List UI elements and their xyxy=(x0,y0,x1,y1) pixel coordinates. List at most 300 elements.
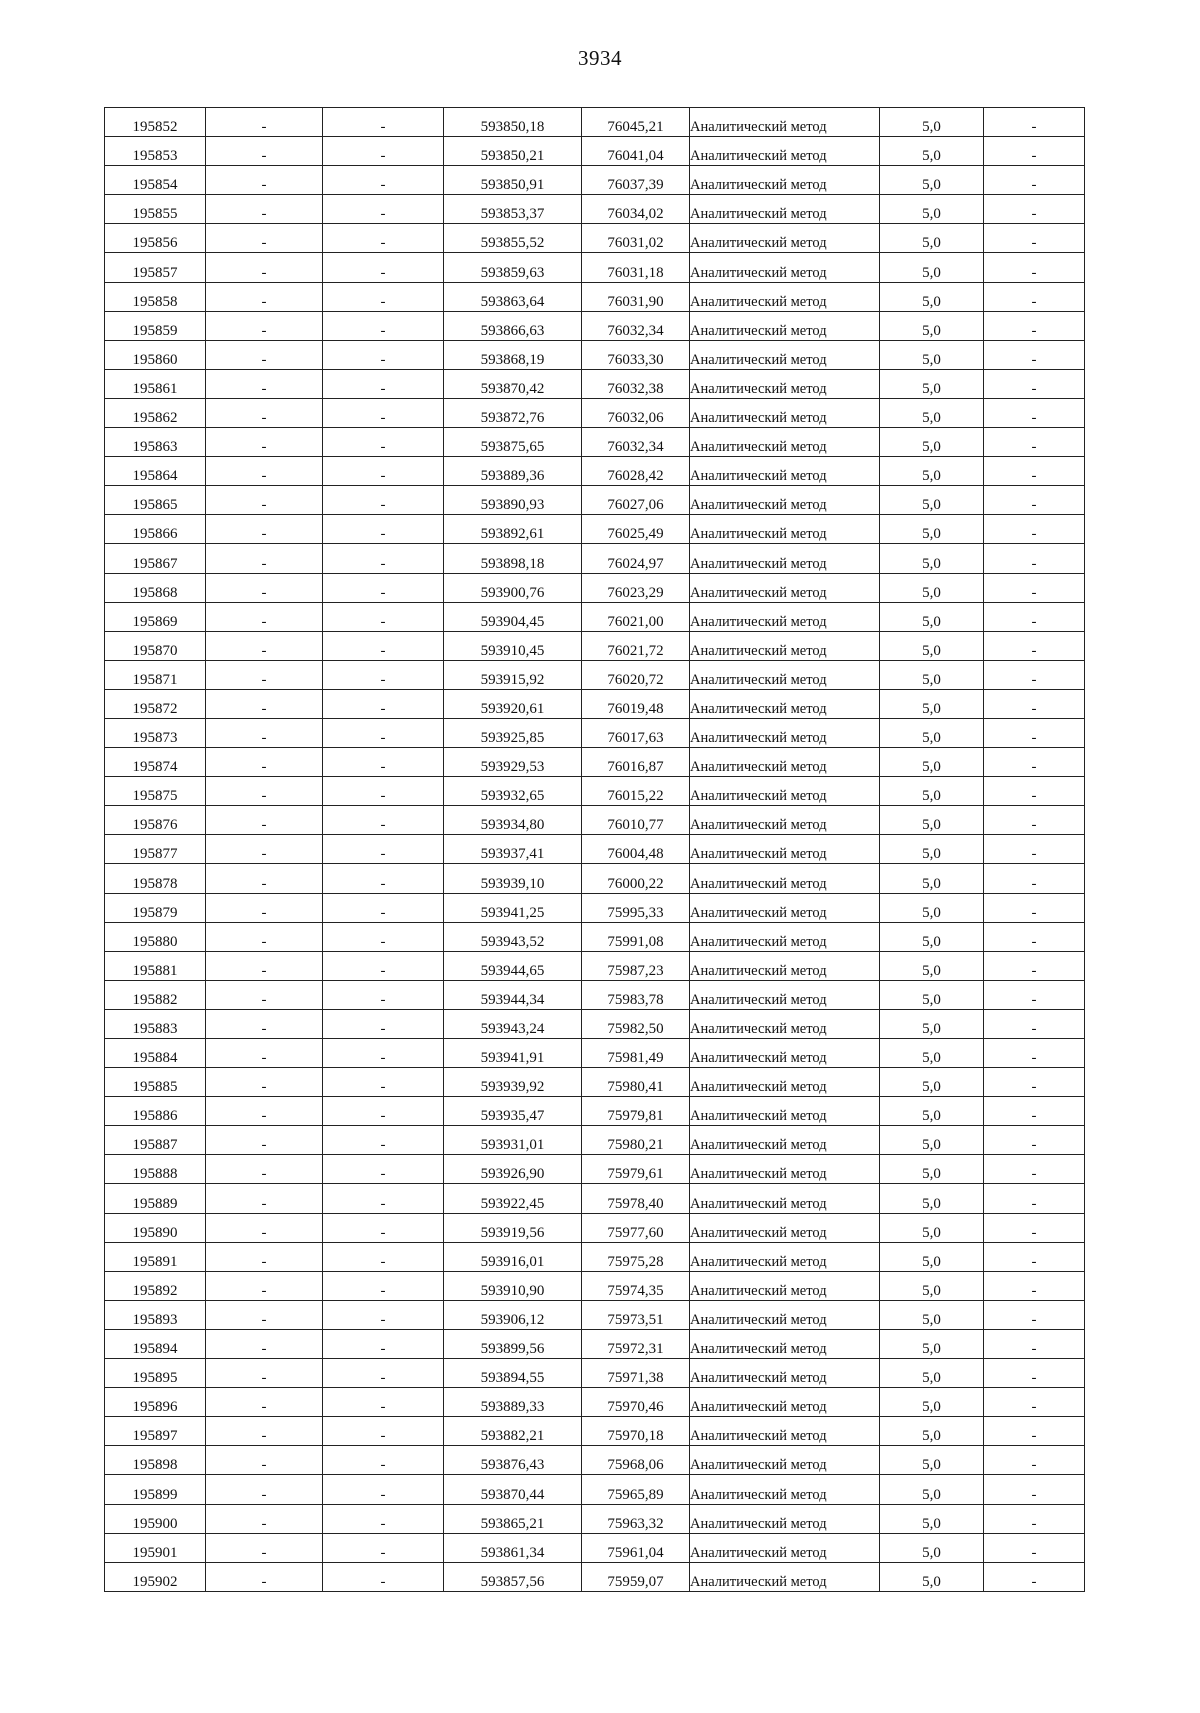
y-coordinate-cell xyxy=(582,1213,690,1242)
method-cell xyxy=(690,835,880,864)
accuracy-cell-text: 5,0 xyxy=(922,642,941,659)
y-coordinate-cell-text: 76031,18 xyxy=(607,264,664,281)
point-id-cell xyxy=(105,224,206,253)
accuracy-cell-text: 5,0 xyxy=(922,497,941,514)
method-cell-text: Аналитический метод xyxy=(690,1573,827,1590)
empty-value-cell xyxy=(984,166,1085,195)
x-coordinate-cell xyxy=(444,224,582,253)
y-coordinate-cell xyxy=(582,951,690,980)
empty-value-cell xyxy=(323,428,444,457)
empty-value-cell-text: - xyxy=(380,235,386,252)
empty-value-cell xyxy=(206,1068,323,1097)
method-cell-text: Аналитический метод xyxy=(690,177,827,194)
accuracy-cell xyxy=(880,777,984,806)
point-id-cell xyxy=(105,195,206,224)
x-coordinate-cell xyxy=(444,1271,582,1300)
accuracy-cell xyxy=(880,1300,984,1329)
empty-value-cell xyxy=(206,1329,323,1358)
empty-value-cell xyxy=(323,631,444,660)
y-coordinate-cell-text: 75983,78 xyxy=(607,991,664,1008)
point-id-cell xyxy=(105,1097,206,1126)
point-id-cell-text: 195886 xyxy=(132,1108,178,1125)
empty-value-cell-text: - xyxy=(1031,991,1037,1008)
empty-value-cell xyxy=(206,951,323,980)
x-coordinate-cell-text: 593853,37 xyxy=(480,206,545,223)
x-coordinate-cell-text: 593941,25 xyxy=(480,904,545,921)
empty-value-cell xyxy=(206,1213,323,1242)
empty-value-cell-text: - xyxy=(1031,1021,1037,1037)
accuracy-cell-text: 5,0 xyxy=(922,1050,941,1067)
accuracy-cell xyxy=(880,457,984,486)
point-id-cell-text: 195868 xyxy=(132,584,178,601)
x-coordinate-cell xyxy=(444,195,582,224)
point-id-cell-text: 195855 xyxy=(132,206,178,223)
empty-value-cell-text: - xyxy=(380,410,386,427)
point-id-cell-text: 195869 xyxy=(132,613,178,630)
method-cell-text: Аналитический метод xyxy=(690,1399,827,1416)
x-coordinate-cell xyxy=(444,166,582,195)
point-id-cell-text: 195901 xyxy=(132,1544,178,1561)
y-coordinate-cell xyxy=(582,631,690,660)
accuracy-cell-text: 5,0 xyxy=(922,1108,941,1125)
empty-value-cell xyxy=(206,1388,323,1417)
accuracy-cell-text: 5,0 xyxy=(922,119,941,136)
accuracy-cell-text: 5,0 xyxy=(922,410,941,427)
empty-value-cell-text: - xyxy=(380,1224,386,1241)
empty-value-cell-text: - xyxy=(261,1282,267,1299)
empty-value-cell xyxy=(206,1504,323,1533)
y-coordinate-cell-text: 75970,18 xyxy=(607,1428,664,1445)
y-coordinate-cell xyxy=(582,689,690,718)
method-cell-text: Аналитический метод xyxy=(690,1224,827,1241)
empty-value-cell xyxy=(323,1184,444,1213)
empty-value-cell xyxy=(984,108,1085,137)
y-coordinate-cell xyxy=(582,835,690,864)
x-coordinate-cell xyxy=(444,980,582,1009)
empty-value-cell-text: - xyxy=(1031,1253,1037,1270)
empty-value-cell-text: - xyxy=(261,439,267,456)
empty-value-cell xyxy=(323,166,444,195)
empty-value-cell-text: - xyxy=(380,380,386,397)
y-coordinate-cell xyxy=(582,1009,690,1038)
empty-value-cell xyxy=(323,1359,444,1388)
point-id-cell xyxy=(105,922,206,951)
empty-value-cell-text: - xyxy=(261,1515,267,1532)
y-coordinate-cell-text: 75991,08 xyxy=(607,933,664,950)
accuracy-cell xyxy=(880,922,984,951)
table-row xyxy=(105,1155,1085,1184)
empty-value-cell-text: - xyxy=(380,351,386,368)
empty-value-cell xyxy=(984,777,1085,806)
table-row xyxy=(105,1359,1085,1388)
empty-value-cell-text: - xyxy=(380,1050,386,1067)
empty-value-cell-text: - xyxy=(261,875,267,892)
table-row xyxy=(105,777,1085,806)
empty-value-cell xyxy=(206,1126,323,1155)
empty-value-cell xyxy=(984,1184,1085,1213)
accuracy-cell-text: 5,0 xyxy=(922,439,941,456)
method-cell xyxy=(690,1329,880,1358)
method-cell xyxy=(690,311,880,340)
point-id-cell-text: 195879 xyxy=(132,904,178,921)
empty-value-cell xyxy=(206,718,323,747)
empty-value-cell xyxy=(206,1417,323,1446)
x-coordinate-cell-text: 593890,93 xyxy=(480,497,545,514)
y-coordinate-cell xyxy=(582,195,690,224)
empty-value-cell-text: - xyxy=(1031,671,1037,688)
accuracy-cell xyxy=(880,1388,984,1417)
point-id-cell xyxy=(105,340,206,369)
point-id-cell-text: 195859 xyxy=(132,322,178,339)
method-cell-text: Аналитический метод xyxy=(690,497,827,514)
method-cell xyxy=(690,515,880,544)
x-coordinate-cell-text: 593855,52 xyxy=(480,235,545,252)
y-coordinate-cell xyxy=(582,486,690,515)
empty-value-cell-text: - xyxy=(1031,1515,1037,1532)
point-id-cell xyxy=(105,573,206,602)
empty-value-cell-text: - xyxy=(1031,468,1037,485)
method-cell xyxy=(690,922,880,951)
y-coordinate-cell-text: 75995,33 xyxy=(607,904,664,921)
empty-value-cell-text: - xyxy=(261,497,267,514)
empty-value-cell xyxy=(206,224,323,253)
table-row xyxy=(105,980,1085,1009)
x-coordinate-cell-text: 593850,91 xyxy=(480,177,545,194)
x-coordinate-cell-text: 593859,63 xyxy=(480,264,545,281)
accuracy-cell xyxy=(880,486,984,515)
y-coordinate-cell-text: 76031,02 xyxy=(607,235,664,252)
point-id-cell-text: 195858 xyxy=(132,293,178,310)
y-coordinate-cell-text: 75970,46 xyxy=(607,1399,664,1416)
table-row xyxy=(105,1329,1085,1358)
x-coordinate-cell-text: 593898,18 xyxy=(480,555,545,572)
empty-value-cell-text: - xyxy=(261,933,267,950)
point-id-cell-text: 195888 xyxy=(132,1166,178,1183)
empty-value-cell xyxy=(984,428,1085,457)
empty-value-cell-text: - xyxy=(380,1137,386,1154)
method-cell xyxy=(690,689,880,718)
empty-value-cell xyxy=(206,457,323,486)
empty-value-cell xyxy=(323,1475,444,1504)
point-id-cell-text: 195877 xyxy=(132,846,178,863)
point-id-cell xyxy=(105,1417,206,1446)
method-cell-text: Аналитический метод xyxy=(690,1370,827,1387)
x-coordinate-cell-text: 593899,56 xyxy=(480,1341,545,1358)
x-coordinate-cell xyxy=(444,515,582,544)
empty-value-cell-text: - xyxy=(261,1573,267,1590)
table-row xyxy=(105,369,1085,398)
empty-value-cell xyxy=(206,777,323,806)
point-id-cell xyxy=(105,1388,206,1417)
point-id-cell xyxy=(105,835,206,864)
empty-value-cell-text: - xyxy=(1031,1370,1037,1387)
x-coordinate-cell-text: 593944,65 xyxy=(480,962,545,979)
accuracy-cell xyxy=(880,951,984,980)
method-cell xyxy=(690,1388,880,1417)
empty-value-cell-text: - xyxy=(380,700,386,717)
empty-value-cell-text: - xyxy=(261,759,267,776)
method-cell-text: Аналитический метод xyxy=(690,875,827,892)
accuracy-cell-text: 5,0 xyxy=(922,962,941,979)
x-coordinate-cell xyxy=(444,1300,582,1329)
empty-value-cell-text: - xyxy=(1031,380,1037,397)
y-coordinate-cell xyxy=(582,428,690,457)
accuracy-cell-text: 5,0 xyxy=(922,468,941,485)
empty-value-cell xyxy=(984,864,1085,893)
empty-value-cell xyxy=(206,1242,323,1271)
method-cell-text: Аналитический метод xyxy=(690,1544,827,1561)
accuracy-cell xyxy=(880,1009,984,1038)
x-coordinate-cell xyxy=(444,137,582,166)
empty-value-cell-text: - xyxy=(380,555,386,572)
point-id-cell xyxy=(105,1155,206,1184)
empty-value-cell xyxy=(206,486,323,515)
method-cell-text: Аналитический метод xyxy=(690,410,827,427)
y-coordinate-cell-text: 76024,97 xyxy=(607,555,664,572)
x-coordinate-cell-text: 593861,34 xyxy=(480,1544,545,1561)
empty-value-cell-text: - xyxy=(261,526,267,543)
point-id-cell-text: 195889 xyxy=(132,1195,178,1212)
point-id-cell xyxy=(105,980,206,1009)
accuracy-cell xyxy=(880,253,984,282)
method-cell xyxy=(690,457,880,486)
empty-value-cell xyxy=(984,1271,1085,1300)
y-coordinate-cell-text: 76020,72 xyxy=(607,671,664,688)
empty-value-cell xyxy=(984,1097,1085,1126)
point-id-cell xyxy=(105,1329,206,1358)
y-coordinate-cell-text: 75978,40 xyxy=(607,1195,664,1212)
table-row xyxy=(105,108,1085,137)
x-coordinate-cell xyxy=(444,1242,582,1271)
method-cell xyxy=(690,1271,880,1300)
accuracy-cell-text: 5,0 xyxy=(922,1195,941,1212)
method-cell-text: Аналитический метод xyxy=(690,119,827,136)
empty-value-cell-text: - xyxy=(261,1341,267,1358)
empty-value-cell-text: - xyxy=(261,671,267,688)
point-id-cell xyxy=(105,864,206,893)
empty-value-cell-text: - xyxy=(1031,817,1037,834)
table-row xyxy=(105,515,1085,544)
x-coordinate-cell-text: 593915,92 xyxy=(480,671,545,688)
y-coordinate-cell-text: 75980,21 xyxy=(607,1137,664,1154)
method-cell-text: Аналитический метод xyxy=(690,584,827,601)
table-row xyxy=(105,137,1085,166)
empty-value-cell-text: - xyxy=(1031,730,1037,747)
y-coordinate-cell xyxy=(582,1068,690,1097)
empty-value-cell-text: - xyxy=(261,962,267,979)
accuracy-cell xyxy=(880,195,984,224)
empty-value-cell xyxy=(323,108,444,137)
x-coordinate-cell-text: 593894,55 xyxy=(480,1370,545,1387)
point-id-cell xyxy=(105,1271,206,1300)
empty-value-cell-text: - xyxy=(261,119,267,136)
x-coordinate-cell xyxy=(444,718,582,747)
accuracy-cell-text: 5,0 xyxy=(922,235,941,252)
x-coordinate-cell xyxy=(444,1533,582,1562)
method-cell xyxy=(690,166,880,195)
accuracy-cell xyxy=(880,1417,984,1446)
point-id-cell-text: 195893 xyxy=(132,1311,178,1328)
table-row xyxy=(105,166,1085,195)
accuracy-cell xyxy=(880,660,984,689)
empty-value-cell-text: - xyxy=(380,846,386,863)
empty-value-cell xyxy=(984,748,1085,777)
empty-value-cell-text: - xyxy=(261,846,267,863)
accuracy-cell xyxy=(880,1329,984,1358)
method-cell-text: Аналитический метод xyxy=(690,1515,827,1532)
empty-value-cell xyxy=(984,1388,1085,1417)
empty-value-cell xyxy=(323,806,444,835)
x-coordinate-cell-text: 593892,61 xyxy=(480,526,545,543)
accuracy-cell-text: 5,0 xyxy=(922,1341,941,1358)
point-id-cell-text: 195894 xyxy=(132,1341,178,1358)
table-row xyxy=(105,1242,1085,1271)
x-coordinate-cell-text: 593943,24 xyxy=(480,1021,545,1037)
empty-value-cell-text: - xyxy=(1031,264,1037,281)
method-cell-text: Аналитический метод xyxy=(690,642,827,659)
empty-value-cell-text: - xyxy=(380,671,386,688)
table-row xyxy=(105,1126,1085,1155)
accuracy-cell xyxy=(880,835,984,864)
table-row xyxy=(105,1533,1085,1562)
x-coordinate-cell-text: 593882,21 xyxy=(480,1428,545,1445)
empty-value-cell-text: - xyxy=(1031,1137,1037,1154)
empty-value-cell-text: - xyxy=(261,1224,267,1241)
x-coordinate-cell-text: 593932,65 xyxy=(480,788,545,805)
empty-value-cell-text: - xyxy=(1031,1311,1037,1328)
accuracy-cell-text: 5,0 xyxy=(922,1515,941,1532)
empty-value-cell xyxy=(323,980,444,1009)
empty-value-cell xyxy=(984,369,1085,398)
empty-value-cell xyxy=(323,1388,444,1417)
empty-value-cell xyxy=(323,1242,444,1271)
method-cell xyxy=(690,137,880,166)
y-coordinate-cell-text: 75974,35 xyxy=(607,1282,664,1299)
accuracy-cell-text: 5,0 xyxy=(922,1486,941,1503)
accuracy-cell xyxy=(880,1097,984,1126)
empty-value-cell xyxy=(323,1009,444,1038)
empty-value-cell-text: - xyxy=(380,1108,386,1125)
empty-value-cell xyxy=(206,282,323,311)
y-coordinate-cell-text: 75965,89 xyxy=(607,1486,664,1503)
y-coordinate-cell xyxy=(582,893,690,922)
accuracy-cell-text: 5,0 xyxy=(922,526,941,543)
method-cell xyxy=(690,777,880,806)
method-cell xyxy=(690,108,880,137)
accuracy-cell-text: 5,0 xyxy=(922,1282,941,1299)
table-row xyxy=(105,1446,1085,1475)
x-coordinate-cell xyxy=(444,369,582,398)
method-cell xyxy=(690,544,880,573)
y-coordinate-cell-text: 76019,48 xyxy=(607,700,664,717)
x-coordinate-cell xyxy=(444,573,582,602)
empty-value-cell-text: - xyxy=(261,1108,267,1125)
page-number: 3934 xyxy=(578,46,622,70)
empty-value-cell xyxy=(206,660,323,689)
empty-value-cell xyxy=(323,777,444,806)
point-id-cell xyxy=(105,1533,206,1562)
x-coordinate-cell-text: 593931,01 xyxy=(480,1137,545,1154)
point-id-cell xyxy=(105,602,206,631)
table-row xyxy=(105,1068,1085,1097)
method-cell-text: Аналитический метод xyxy=(690,846,827,863)
point-id-cell-text: 195896 xyxy=(132,1399,178,1416)
x-coordinate-cell xyxy=(444,1155,582,1184)
y-coordinate-cell-text: 76033,30 xyxy=(607,351,664,368)
method-cell xyxy=(690,1417,880,1446)
empty-value-cell xyxy=(323,311,444,340)
empty-value-cell-text: - xyxy=(1031,410,1037,427)
point-id-cell xyxy=(105,951,206,980)
point-id-cell xyxy=(105,689,206,718)
empty-value-cell xyxy=(206,195,323,224)
method-cell xyxy=(690,340,880,369)
y-coordinate-cell xyxy=(582,1184,690,1213)
table-row xyxy=(105,544,1085,573)
empty-value-cell xyxy=(323,602,444,631)
y-coordinate-cell xyxy=(582,282,690,311)
x-coordinate-cell xyxy=(444,486,582,515)
table-row xyxy=(105,1300,1085,1329)
method-cell xyxy=(690,1562,880,1591)
accuracy-cell xyxy=(880,602,984,631)
point-id-cell xyxy=(105,1475,206,1504)
y-coordinate-cell xyxy=(582,1271,690,1300)
accuracy-cell-text: 5,0 xyxy=(922,846,941,863)
empty-value-cell-text: - xyxy=(380,817,386,834)
method-cell-text: Аналитический метод xyxy=(690,380,827,397)
x-coordinate-cell-text: 593941,91 xyxy=(480,1050,545,1067)
point-id-cell-text: 195857 xyxy=(132,264,178,281)
method-cell xyxy=(690,1359,880,1388)
x-coordinate-cell-text: 593934,80 xyxy=(480,817,545,834)
x-coordinate-cell-text: 593910,45 xyxy=(480,642,545,659)
empty-value-cell xyxy=(206,1562,323,1591)
y-coordinate-cell-text: 75971,38 xyxy=(607,1370,664,1387)
x-coordinate-cell xyxy=(444,1097,582,1126)
y-coordinate-cell-text: 75975,28 xyxy=(607,1253,664,1270)
table-row xyxy=(105,311,1085,340)
point-id-cell xyxy=(105,1213,206,1242)
accuracy-cell-text: 5,0 xyxy=(922,991,941,1008)
empty-value-cell xyxy=(206,602,323,631)
method-cell-text: Аналитический метод xyxy=(690,322,827,339)
empty-value-cell-text: - xyxy=(1031,1428,1037,1445)
accuracy-cell-text: 5,0 xyxy=(922,1457,941,1474)
accuracy-cell-text: 5,0 xyxy=(922,933,941,950)
x-coordinate-cell xyxy=(444,311,582,340)
method-cell xyxy=(690,253,880,282)
y-coordinate-cell-text: 76015,22 xyxy=(607,788,664,805)
empty-value-cell-text: - xyxy=(380,206,386,223)
empty-value-cell-text: - xyxy=(261,1399,267,1416)
y-coordinate-cell-text: 75973,51 xyxy=(607,1311,664,1328)
empty-value-cell-text: - xyxy=(1031,177,1037,194)
x-coordinate-cell xyxy=(444,108,582,137)
empty-value-cell xyxy=(984,1329,1085,1358)
method-cell-text: Аналитический метод xyxy=(690,1137,827,1154)
empty-value-cell xyxy=(323,282,444,311)
y-coordinate-cell-text: 75979,81 xyxy=(607,1108,664,1125)
point-id-cell xyxy=(105,282,206,311)
empty-value-cell xyxy=(206,980,323,1009)
empty-value-cell-text: - xyxy=(1031,875,1037,892)
method-cell-text: Аналитический метод xyxy=(690,1486,827,1503)
y-coordinate-cell xyxy=(582,718,690,747)
method-cell-text: Аналитический метод xyxy=(690,1341,827,1358)
method-cell xyxy=(690,1242,880,1271)
method-cell xyxy=(690,1533,880,1562)
